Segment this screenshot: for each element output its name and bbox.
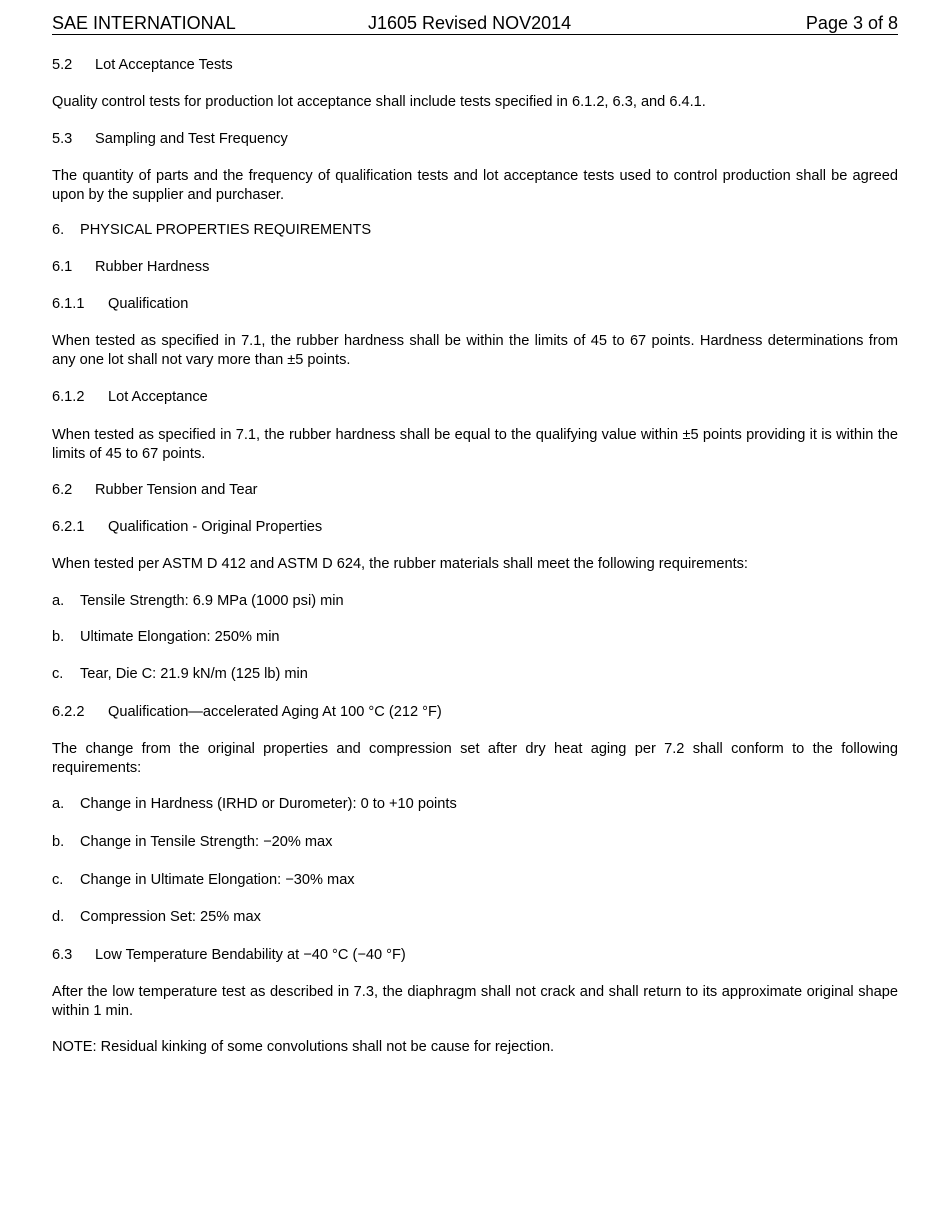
section-title: Lot Acceptance: [108, 389, 208, 405]
section-heading-6-2-1: [52, 518, 898, 537]
header-document-id: J1605 Revised NOV2014: [368, 13, 572, 33]
list-item-letter: c.: [52, 872, 64, 888]
page-header: [52, 12, 898, 35]
list-item-letter: d.: [52, 909, 65, 925]
section-number: 6.2: [52, 482, 73, 498]
list-item: [52, 592, 898, 611]
list-item-text: Ultimate Elongation: 250% min: [80, 629, 280, 645]
list-item-text: Compression Set: 25% max: [80, 909, 261, 925]
section-heading-5-3: [52, 130, 898, 149]
header-organization: SAE INTERNATIONAL: [52, 13, 236, 33]
list-item: [52, 628, 898, 647]
section-title: Lot Acceptance Tests: [95, 57, 233, 73]
section-heading-6-1-2: [52, 388, 898, 407]
section-number: 6.1.1: [52, 296, 85, 312]
section-title: Qualification - Original Properties: [108, 519, 323, 535]
list-item: [52, 871, 898, 890]
note: NOTE: Residual kinking of some convolutions shall not be cause for rejection.: [52, 1039, 555, 1055]
section-number: 5.2: [52, 57, 73, 73]
paragraph-6-2-2: The change from the original properties and compression set after dry heat aging per 7.2 shall conform to the following requirements:: [52, 741, 898, 776]
paragraph-6-3: After the low temperature test as described in 7.3, the diaphragm shall not crack and shall return to its approximate original shape within 1 min.: [52, 984, 898, 1019]
section-number: 6.: [52, 222, 65, 238]
list-item: [52, 665, 898, 684]
list-item-letter: b.: [52, 629, 65, 645]
header-page-number: Page 3 of 8: [805, 13, 898, 33]
list-item-text: Tensile Strength: 6.9 MPa (1000 psi) min: [80, 593, 344, 609]
section-number: 6.2.1: [52, 519, 85, 535]
list-item: [52, 833, 898, 852]
list-item-text: Tear, Die C: 21.9 kN/m (125 lb) min: [80, 666, 308, 682]
paragraph-5-3: The quantity of parts and the frequency of qualification tests and lot acceptance tests used to control production shall be agreed upon by the supplier and purchaser.: [52, 168, 898, 203]
paragraph-6-1-2: When tested as specified in 7.1, the rubber hardness shall be equal to the qualifying value within ±5 points providing it is within the limits of 45 to 67 points.: [52, 427, 898, 462]
section-title: Rubber Tension and Tear: [95, 482, 258, 498]
section-number: 6.1: [52, 259, 73, 275]
section-heading-6-2: [52, 481, 898, 500]
paragraph-6-2-1: When tested per ASTM D 412 and ASTM D 624, the rubber materials shall meet the following requirements:: [52, 556, 748, 572]
section-heading-6-1: [52, 258, 898, 277]
list-item-letter: a.: [52, 593, 65, 609]
section-title: Qualification: [108, 296, 189, 312]
list-item: [52, 795, 898, 814]
list-item-letter: c.: [52, 666, 64, 682]
section-heading-6-3: [52, 946, 898, 965]
section-number: 6.1.2: [52, 389, 85, 405]
section-heading-6-1-1: [52, 295, 898, 314]
paragraph-5-2: Quality control tests for production lot acceptance shall include tests specified in 6.1.2, 6.3, and 6.4.1.: [52, 94, 706, 110]
section-number: 5.3: [52, 131, 73, 147]
section-heading-5-2: [52, 56, 898, 75]
section-heading-6-2-2: [52, 703, 898, 722]
section-title: Low Temperature Bendability at −40 °C (−40 °F): [95, 947, 406, 963]
section-number: 6.2.2: [52, 704, 85, 720]
paragraph-6-1-1: When tested as specified in 7.1, the rubber hardness shall be within the limits of 45 to 67 points. Hardness determinations from any one lot shall not vary more than ±5 points.: [52, 333, 898, 368]
section-heading-6: [52, 221, 898, 240]
list-item: [52, 908, 898, 927]
section-title: PHYSICAL PROPERTIES REQUIREMENTS: [80, 222, 372, 238]
list-item-text: Change in Ultimate Elongation: −30% max: [80, 872, 355, 888]
section-title: Qualification—accelerated Aging At 100 °C (212 °F): [108, 704, 442, 720]
section-title: Rubber Hardness: [95, 259, 210, 275]
list-item-text: Change in Hardness (IRHD or Durometer): 0 to +10 points: [80, 796, 457, 812]
list-item-letter: a.: [52, 796, 65, 812]
list-item-letter: b.: [52, 834, 65, 850]
section-title: Sampling and Test Frequency: [95, 131, 288, 147]
list-item-text: Change in Tensile Strength: −20% max: [80, 834, 333, 850]
section-number: 6.3: [52, 947, 73, 963]
